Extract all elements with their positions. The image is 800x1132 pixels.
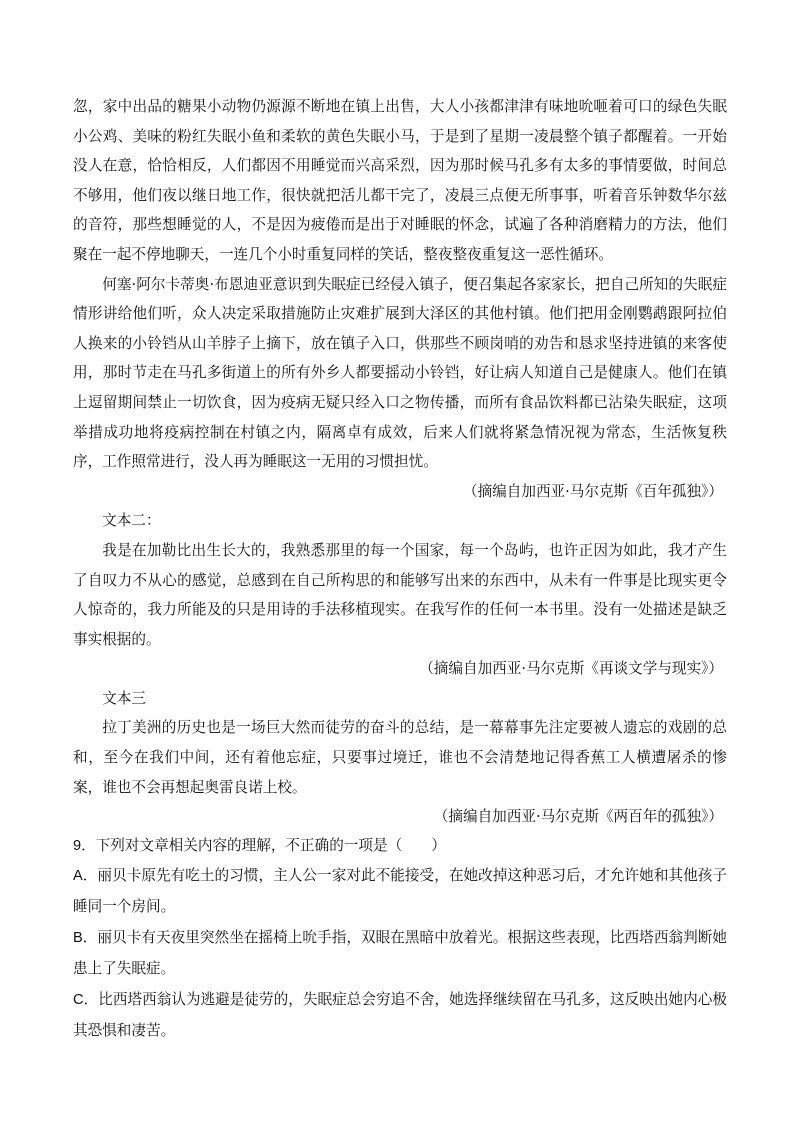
text3-label: 文本三 [102,689,146,707]
text1-paragraph-2: 何塞·阿尔卡蒂奥·布恩迪亚意识到失眠症已经侵入镇子，便召集起各家家长，把自己所知的失眠症情形讲给他们听，众人决定采取措施防止灾难扩展到大泽区的其他村镇。他们把用金刚鹦鹉跟阿拉伯人换来的小铃铛从山羊脖子上摘下，放在镇子入口，供那些不顾岗哨的劝告和恳求坚持进镇的来客使用，那时节走在马孔多街道上的所有外乡人都要摇动小铃铛，好让病人知道自己是健康人。他们在镇上逗留期间禁止一切饮食，因为疫病无疑只经入口之物传播，而所有食品饮料都已沾染失眠症，这项举措成功地将疫病控制在村镇之内，隔离卓有成效，后来人们就将紧急情况视为常态，生活恢复秩序，工作照常进行，没人再为睡眠这一无用的习惯担忧。 [73,275,727,471]
option-a: A．丽贝卡原先有吃土的习惯，主人公一家对此不能接受，在她改掉这种恶习后，才允许她和其他孩子睡同一个房间。 [73,868,727,916]
document-page [73,92,727,1047]
text3-source: （摘编自加西亚·马尔克斯《两百年的孤独》） [433,808,723,826]
text2-paragraph-1: 我是在加勒比出生长大的，我熟悉那里的每一个国家，每一个岛屿，也许正因为如此，我才产生了自叹力不从心的感觉，总感到在自己所构思的和能够写出来的东西中，从未有一件事是比现实更令人惊奇的，我力所能及的只是用诗的手法移植现实。在我写作的任何一本书里。没有一处描述是缺乏事实根据的。 [73,541,727,648]
text2-label: 文本二： [102,512,161,530]
question-stem: 9．下列对文章相关内容的理解，不正确的一项是（ ） [73,837,446,854]
text1-source: （摘编自加西亚·马尔克斯《百年孤独》） [462,482,723,500]
text1-paragraph-1: 忽，家中出品的糖果小动物仍源源不断地在镇上出售，大人小孩都津津有味地吮咂着可口的绿色失眠小公鸡、美味的粉红失眠小鱼和柔软的黄色失眠小马，于是到了星期一凌晨整个镇子都醒着。一开始没人在意，恰恰相反，人们都因不用睡觉而兴高采烈，因为那时候马孔多有太多的事情要做，时间总不够用，他们夜以继日地工作，很快就把活儿都干完了，凌晨三点便无所事事，听着音乐钟数华尔兹的音符，那些想睡觉的人，不是因为疲倦而是出于对睡眠的怀念，试遍了各种消磨精力的方法，他们聚在一起不停地聊天，一连几个小时重复同样的笑话，整夜整夜重复这一恶性循环。 [73,98,727,263]
text3-paragraph-1: 拉丁美洲的历史也是一场巨大然而徒劳的奋斗的总结，是一幕幕事先注定要被人遗忘的戏剧的总和，至今在我们中间，还有着他忘症，只要事过境迁，谁也不会清楚地记得香蕉工人横遭屠杀的惨案，谁也不会再想起奥雷良诺上校。 [73,719,727,796]
option-c: C．比西塔西翁认为逃避是徒劳的，失眠症总会穷追不舍，她选择继续留在马孔多，这反映出她内心极其恐惧和凄苦。 [73,992,727,1040]
option-b: B．丽贝卡有天夜里突然坐在摇椅上吮手指，双眼在黑暗中放着光。根据这些表现，比西塔西翁判断她患上了失眠症。 [73,930,727,978]
text2-source: （摘编自加西亚·马尔克斯《再谈文学与现实》） [419,660,723,678]
